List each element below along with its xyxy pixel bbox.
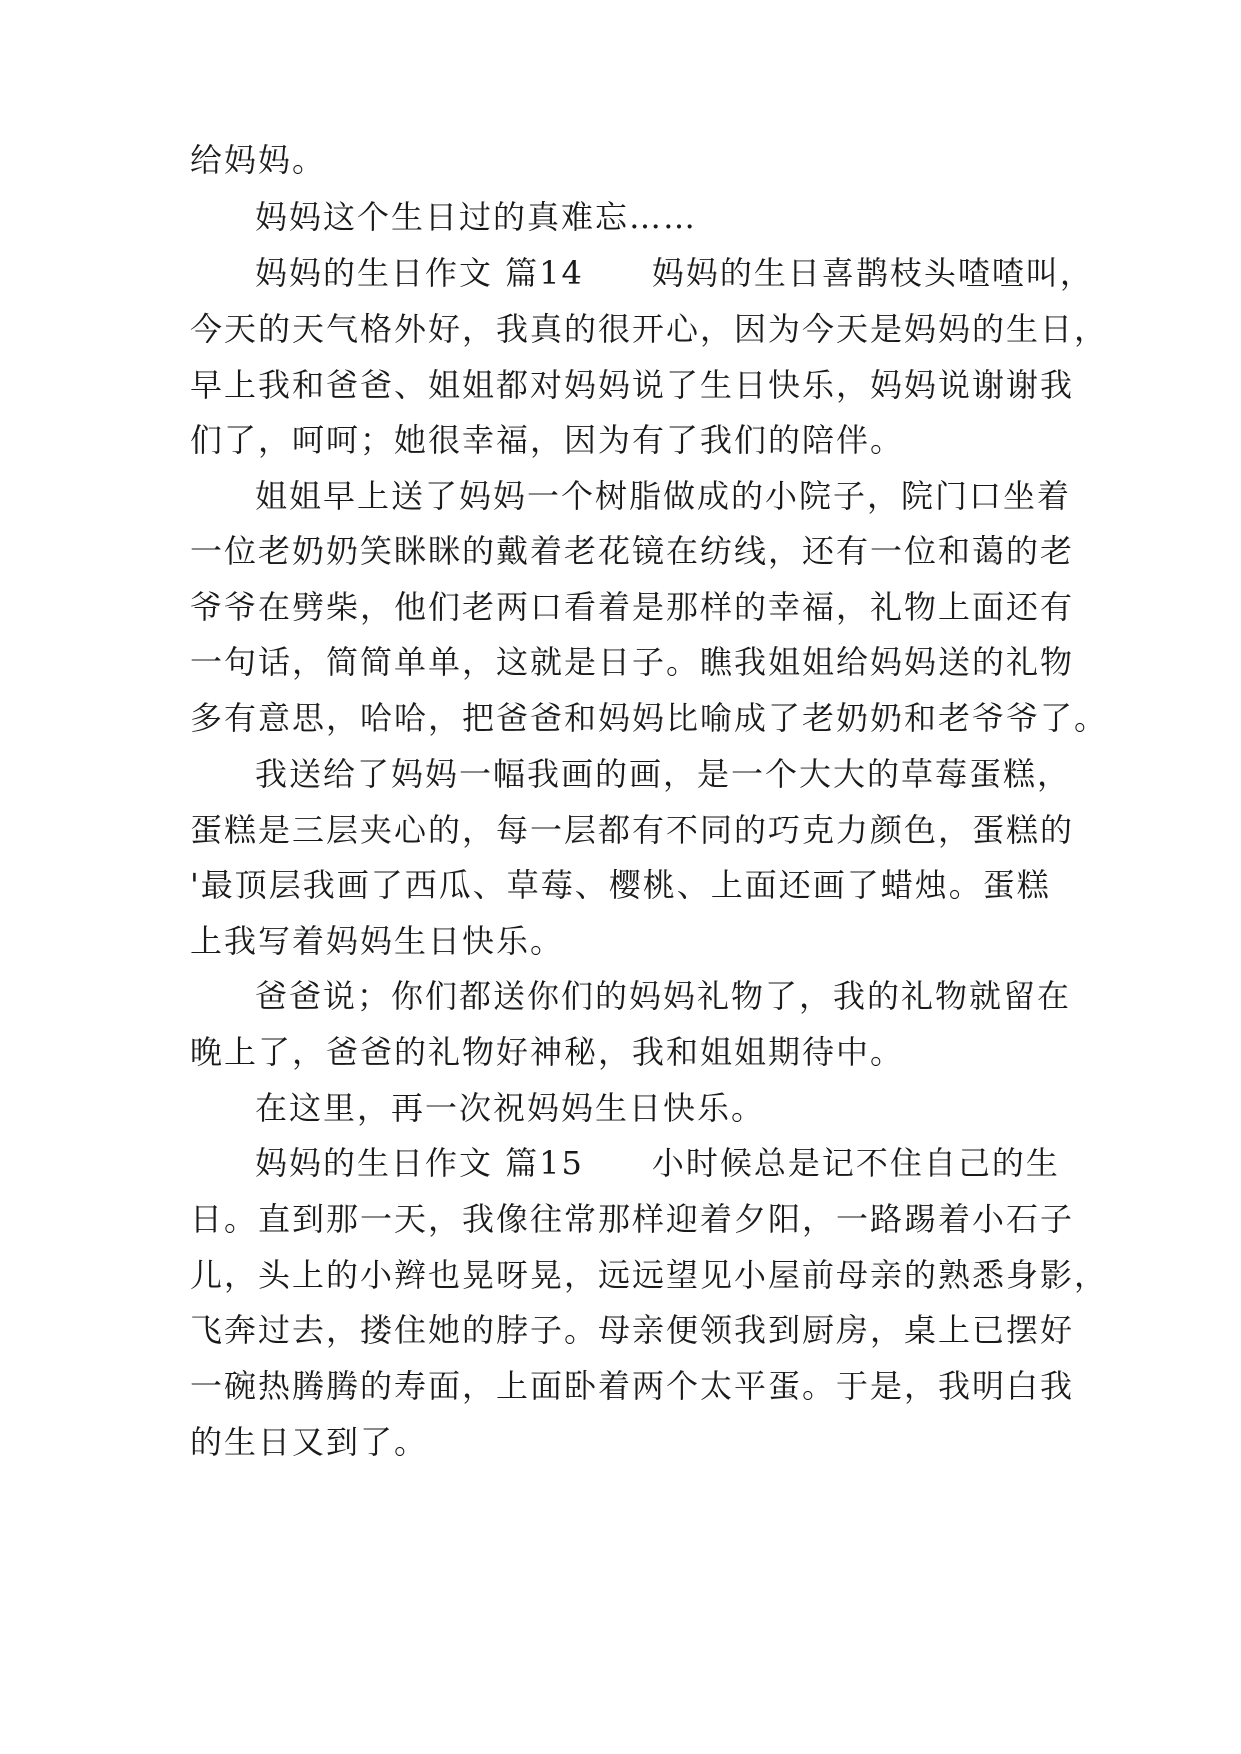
text-line: 日。直到那一天，我像往常那样迎着夕阳，一路踢着小石子 bbox=[190, 1200, 1075, 1238]
text-line: 飞奔过去，搂住她的脖子。母亲便领我到厨房，桌上已摆好 bbox=[190, 1311, 1075, 1349]
text-line: 一句话，简简单单，这就是日子。瞧我姐姐给妈妈送的礼物 bbox=[190, 643, 1075, 681]
text-line: 多有意思，哈哈，把爸爸和妈妈比喻成了老奶奶和老爷爷了。 bbox=[190, 699, 1109, 737]
text-line: 晚上了，爸爸的礼物好神秘，我和姐姐期待中。 bbox=[190, 1033, 905, 1071]
text-line: 一位老奶奶笑眯眯的戴着老花镜在纺线，还有一位和蔼的老 bbox=[190, 532, 1075, 570]
text-line: 给妈妈。 bbox=[190, 141, 327, 179]
text-line: 们了，呵呵；她很幸福，因为有了我们的陪伴。 bbox=[190, 421, 905, 459]
text-line: 上我写着妈妈生日快乐。 bbox=[190, 922, 565, 960]
text-line: 爷爷在劈柴，他们老两口看着是那样的幸福，礼物上面还有 bbox=[190, 588, 1075, 626]
text-line: 妈妈这个生日过的真难忘…… bbox=[255, 198, 698, 236]
text-line: 爸爸说；你们都送你们的妈妈礼物了，我的礼物就留在 bbox=[255, 977, 1072, 1015]
essay-heading-14: 妈妈的生日作文 篇14 妈妈的生日喜鹊枝头喳喳叫， bbox=[255, 254, 1094, 292]
essay-heading-15: 妈妈的生日作文 篇15 小时候总是记不住自己的生 bbox=[255, 1144, 1060, 1182]
text-line: 蛋糕是三层夹心的，每一层都有不同的巧克力颜色，蛋糕的 bbox=[190, 811, 1075, 849]
text-line: 姐姐早上送了妈妈一个树脂做成的小院子，院门口坐着 bbox=[255, 477, 1072, 515]
text-line: 今天的天气格外好，我真的很开心，因为今天是妈妈的生日， bbox=[190, 310, 1109, 348]
text-line: 儿，头上的小辫也晃呀晃，远远望见小屋前母亲的熟悉身影， bbox=[190, 1256, 1109, 1294]
text-line: 早上我和爸爸、姐姐都对妈妈说了生日快乐，妈妈说谢谢我 bbox=[190, 366, 1075, 404]
text-line: 在这里，再一次祝妈妈生日快乐。 bbox=[255, 1089, 766, 1127]
text-line: 的生日又到了。 bbox=[190, 1423, 429, 1461]
text-line: 一碗热腾腾的寿面，上面卧着两个太平蛋。于是，我明白我 bbox=[190, 1367, 1075, 1405]
text-line: 我送给了妈妈一幅我画的画，是一个大大的草莓蛋糕， bbox=[255, 755, 1072, 793]
text-line: '最顶层我画了西瓜、草莓、樱桃、上面还画了蜡烛。蛋糕 bbox=[190, 866, 1051, 904]
